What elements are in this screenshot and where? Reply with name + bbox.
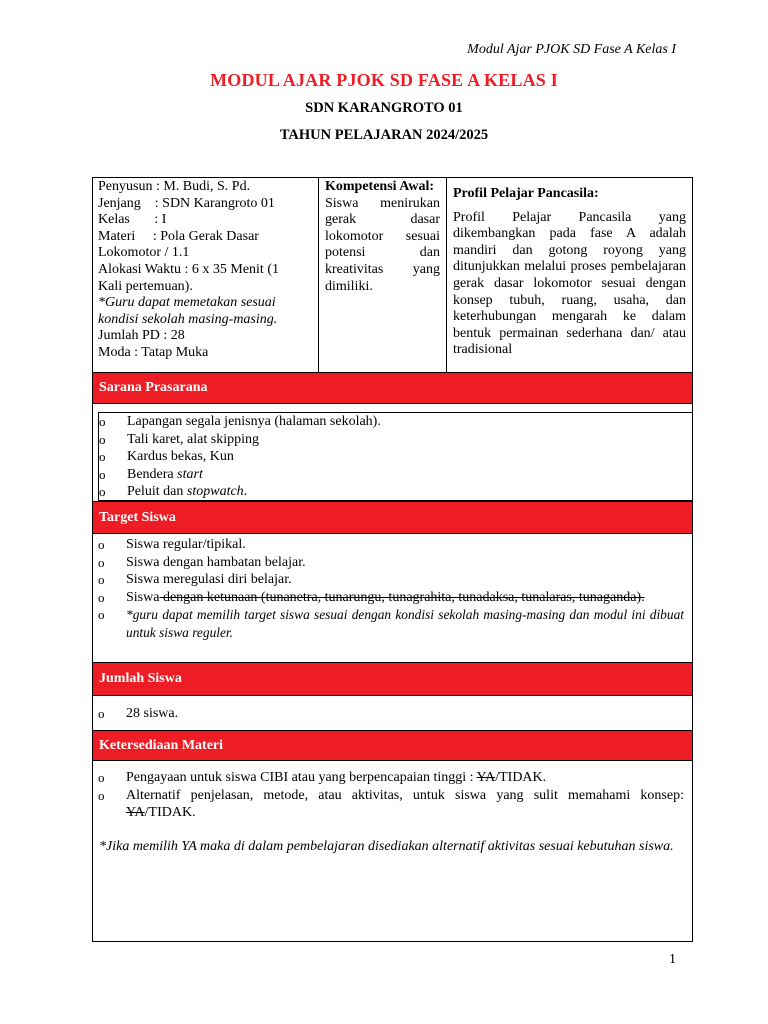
list-item: o Siswa regular/tipikal. xyxy=(98,537,246,552)
bullet-icon: o xyxy=(98,589,105,605)
list-item: o Siswa meregulasi diri belajar. xyxy=(98,572,292,588)
academic-year: TAHUN PELAJARAN 2024/2025 xyxy=(279,127,489,143)
list-item: o Siswa dengan ketunaan (tunanetra, tunarungu, tunagrahita, tunadaksa, tunalaras, tunaganda). xyxy=(98,589,645,605)
list-item: o Siswa dengan hambatan belajar. xyxy=(98,554,306,570)
list-item: o Peluit dan stopwatch. xyxy=(99,484,248,500)
identity-column xyxy=(93,178,319,372)
profil-title: Profil Pelajar Pancasila: xyxy=(453,186,599,201)
document-title: MODUL AJAR PJOK SD FASE A KELAS I xyxy=(210,70,558,90)
ketersediaan-header xyxy=(93,730,692,761)
bullet-icon: o xyxy=(98,572,105,588)
bullet-icon: o xyxy=(99,466,106,482)
info-note: *Guru dapat memetakan sesuai kondisi sekolah masing-masing. xyxy=(98,295,278,327)
target-header xyxy=(93,501,692,534)
target-body xyxy=(93,535,692,662)
kompetensi-text: Siswa menirukan gerak dasar lokomotor sesuai potensi dan kreativitas yang dimiliki. xyxy=(325,195,440,294)
kompetensi-column xyxy=(319,178,447,372)
profil-column xyxy=(447,178,692,372)
ketersediaan-title: Ketersediaan Materi xyxy=(99,737,224,753)
kompetensi-title: Kompetensi Awal: xyxy=(325,179,435,194)
target-title: Target Siswa xyxy=(99,509,176,525)
list-item: o Kardus bekas, Kun xyxy=(99,449,234,465)
list-item: o Lapangan segala jenisnya (halaman sekolah). xyxy=(99,414,381,429)
info-line: Jenjang : SDN Karangroto 01 xyxy=(98,195,275,211)
running-header: Modul Ajar PJOK SD Fase A Kelas I xyxy=(467,42,676,57)
profil-text: Profil Pelajar Pancasila yang dikembangkan pada fase A adalah mandiri dan gotong royong yang ditunjukkan melalui proses pembelajaran gerak dasar lokomotor sesuai dengan konsep tubuh, ruang, usaha, dan keterhubungan mengarah ke dalam bentuk permainan sederhana dan/ atau tradisional xyxy=(453,209,686,358)
list-item: o Pengayaan untuk siswa CIBI atau yang berpencapaian tinggi : YA/TIDAK. xyxy=(98,770,547,785)
list-item: o Bendera start xyxy=(99,466,203,482)
sarana-list-box xyxy=(98,412,693,501)
bullet-icon: o xyxy=(99,414,106,429)
sarana-title: Sarana Prasarana xyxy=(99,380,208,395)
jumlah-header xyxy=(93,662,692,696)
bullet-icon: o xyxy=(98,770,105,785)
list-item: o Alternatif penjelasan, metode, atau aktivitas, untuk siswa yang sulit memahami konsep: YA/TIDAK. xyxy=(98,787,687,821)
ketersediaan-note: *Jika memilih YA maka di dalam pembelajaran disediakan alternatif aktivitas sesuai kebutuhan siswa. xyxy=(99,838,674,854)
page-number: 1 xyxy=(669,952,676,967)
info-line: Jumlah PD : 28 xyxy=(98,328,185,344)
ketersediaan-body xyxy=(93,761,692,941)
bullet-icon: o xyxy=(98,787,105,803)
bullet-icon: o xyxy=(99,431,106,447)
info-line: Alokasi Waktu : 6 x 35 Menit (1 xyxy=(98,261,279,277)
jumlah-body xyxy=(93,696,692,730)
list-item: o *guru dapat memilih target siswa sesuai dengan kondisi sekolah masing-masing dan modul ini dibuat untuk siswa reguler. xyxy=(98,607,684,640)
bullet-icon: o xyxy=(99,449,106,465)
info-line: Penyusun : M. Budi, S. Pd. xyxy=(98,179,251,194)
info-line: Kelas : I xyxy=(98,212,167,228)
sarana-body xyxy=(93,404,692,501)
school-name: SDN KARANGROTO 01 xyxy=(305,100,463,116)
info-line: Kali pertemuan). xyxy=(98,278,193,294)
module-table xyxy=(92,177,693,942)
info-line: Lokomotor / 1.1 xyxy=(98,245,190,261)
bullet-icon: o xyxy=(99,484,106,500)
info-line: Moda : Tatap Muka xyxy=(98,344,209,360)
bullet-icon: o xyxy=(98,554,105,570)
list-item: o 28 siswa. xyxy=(98,706,179,721)
bullet-icon: o xyxy=(98,537,105,552)
sarana-header xyxy=(93,372,692,404)
bullet-icon: o xyxy=(98,607,105,623)
jumlah-title: Jumlah Siswa xyxy=(99,671,182,686)
list-item: o Tali karet, alat skipping xyxy=(99,431,259,447)
bullet-icon: o xyxy=(98,706,105,721)
info-line: Materi : Pola Gerak Dasar xyxy=(98,228,259,244)
info-row xyxy=(93,178,692,372)
